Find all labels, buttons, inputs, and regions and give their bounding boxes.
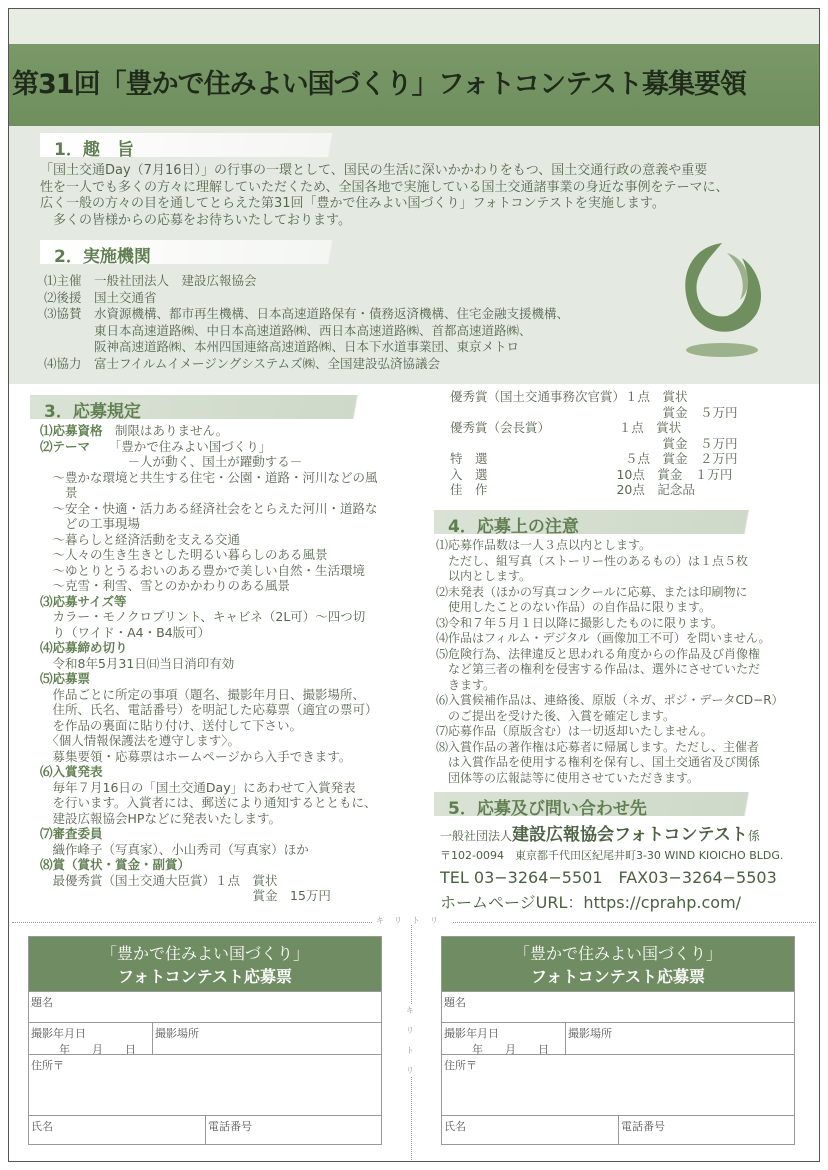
label-prizes: ⑻賞（賞状・賞金・副賞） (40, 857, 191, 872)
text-grand-prize: 最優秀賞（国土交通大臣賞）１点 賞状 賞金 15万円 (52, 872, 331, 903)
text-judges: 織作峰子（写真家）、小山秀司（写真家）ほか (40, 841, 309, 857)
field-phone[interactable] (619, 1116, 667, 1145)
field-label: 題名 (444, 996, 466, 1009)
field-place[interactable] (153, 1023, 201, 1054)
field-label: 撮影場所 (155, 1027, 199, 1040)
cut-label: キリトリ (372, 915, 452, 926)
field-title[interactable] (29, 991, 381, 1022)
field-phone[interactable] (206, 1116, 254, 1145)
field-name[interactable] (29, 1116, 206, 1145)
section-2-heading: 2．実施機関 (40, 240, 400, 264)
form-title-2: フォトコンテスト応募票 (118, 967, 292, 986)
section-3-heading: 3．応募規定 (30, 395, 410, 419)
vertical-cut-label: キ リ ト リ (406, 1006, 414, 1075)
organization-logo (672, 238, 772, 358)
field-label: 電話番号 (208, 1120, 252, 1133)
form-header (442, 937, 794, 991)
org-name: 建設広報協会フォトコンテスト (512, 825, 748, 845)
label-announcement: ⑹入賞発表 (40, 764, 103, 779)
section-5-heading: 5．応募及び問い合わせ先 (434, 792, 799, 816)
date-units: 年 月 日 (59, 1043, 136, 1056)
field-address[interactable] (442, 1054, 794, 1115)
homepage-url[interactable]: ホームページURL：https://cprahp.com/ (440, 893, 742, 912)
entry-form-left (28, 936, 382, 1145)
contact-info (440, 820, 783, 913)
field-date[interactable] (442, 1023, 566, 1054)
label-entry-form: ⑸応募票 (40, 671, 91, 686)
label-theme: ⑵テーマ (40, 438, 91, 454)
field-title[interactable] (442, 991, 794, 1022)
field-label: 撮影年月日 (444, 1027, 499, 1040)
field-place[interactable] (566, 1023, 614, 1054)
field-label: 撮影年月日 (31, 1027, 86, 1040)
text-eligibility: 制限はありません。 (102, 423, 229, 438)
text-entry-form: 作品ごとに所定の事項（題名、撮影年月日、撮影場所、 住所、氏名、電話番号）を明記した応募票（適宜の票可） を作品の裏面に貼り付け、送付して下さい。 〈個人情報保護法を遵守します〉。 募集要領・応募票はホームページから入手できます。 (52, 686, 378, 764)
label-eligibility: ⑴応募資格 (40, 423, 103, 438)
label-judges: ⑺審査委員 (40, 826, 103, 841)
prize-list: 優秀賞（国土交通事務次官賞）１点 賞状 賞金 ５万円 優秀賞（会長賞） １点 賞状 賞金 ５万円 特 選 ５点 賞金 ２万円 入 選 10点 賞金 １万円 佳 作 20点 記念品 (450, 389, 738, 497)
field-label: 住所〒 (444, 1059, 477, 1072)
field-address[interactable] (29, 1054, 381, 1115)
text-announcement: 毎年７月16日の「国土交通Day」にあわせて入賞発表 を行います。入賞者には、郵送により通知するとともに、 建設広報協会HPなどに発表いたします。 (52, 779, 377, 826)
text-size: カラー・モノクロプリント、キャビネ（2L可）～四つ切 り（ワイド・A4・B4版可） (52, 609, 366, 640)
label-deadline: ⑷応募締め切り (40, 640, 128, 655)
text-deadline: 令和8年5月31日㈰当日消印有効 (40, 655, 235, 671)
form-title-1: 「豊かで住みよい国づくり」 (513, 944, 722, 963)
form-header (29, 937, 381, 991)
form-title-2: フォトコンテスト応募票 (531, 967, 705, 986)
field-label: 電話番号 (621, 1120, 665, 1133)
form-title-1: 「豊かで住みよい国づくり」 (100, 944, 309, 963)
field-label: 住所〒 (31, 1059, 64, 1072)
text-theme: 「豊かで住みよい国づくり」 －人が動く、国土が躍動する－ ～豊かな環境と共生する住宅・公園・道路・河川などの風 景 ～安全・快適・活力ある経済社会をとらえた河川・道路な どの工事現場 ～暮らしと経済活動を支える交通 ～人々の生き生きとした明るい暮らしのある風景 ～ゆとりとうるおいのある豊かで美しい自然・生活環境 ～克雪・利雪、雪とのかかわりのある風景 (52, 438, 378, 593)
field-date[interactable] (29, 1023, 153, 1054)
org-suffix: 係 (747, 829, 760, 843)
phone-fax: TEL 03−3264−5501 FAX03−3264−5503 (440, 868, 777, 887)
page-title: 第31回「豊かで住みよい国づくり」フォトコンテスト募集要領 (12, 69, 747, 100)
section-4-heading: 4．応募上の注意 (434, 510, 799, 534)
field-name[interactable] (442, 1116, 619, 1145)
section-1-heading: 1．趣 旨 (40, 133, 400, 157)
field-label: 撮影場所 (568, 1027, 612, 1040)
section-3-body (40, 423, 378, 904)
label-size: ⑶応募サイズ等 (40, 593, 127, 609)
address: 〒102-0094 東京都千代田区紀尾井町3-30 WIND KIOICHO BLDG. (440, 849, 784, 862)
date-units: 年 月 日 (472, 1043, 549, 1056)
section-4-body: ⑴応募作品数は一人３点以内とします。 ただし、組写真（ストーリー性のあるもの）は１点５枚 以内とします。 ⑵未発表（ほかの写真コンクールに応募、または印刷物に 使用したことのない作品）の自作品に限ります。 ⑶令和７年５月１日以降に撮影したものに限ります。 ⑷作品はフィルム・デジタル（画像加工不可）を問いません。 ⑸危険行為、法律違反と思われる角度からの作品及び肖像権 など第三者の権利を侵害する作品は、選外にさせていただ きます。 ⑹入賞候補作品は、連絡後、原版（ネガ、ポジ・データCD−R） のご提出を受けた後、入賞を確定します。 ⑺応募作品（原版含む）は一切返却いたしません。 ⑻入賞作品の著作権は応募者に帰属します。ただし、主催者 は入賞作品を使用する権利を保有し、国土交通省及び関係 団体等の広報誌等に使用させていただきます。 (436, 538, 784, 785)
section-1-body: 「国土交通Day（7月16日）」の行事の一環として、国民の生活に深いかかわりをもつ、国土交通行政の意義や重要 性を一人でも多くの方々に理解していただくため、全国各地で実施している国土交通諸事業の身近な事例をテーマに、 広く一般の方々の目を通してとらえた第31回「豊かで住みよい国づくり」フォトコンテストを実施します。 多くの皆様からの応募をお待ちいたしております。 (40, 163, 729, 228)
field-label: 氏名 (31, 1120, 53, 1133)
entry-form-right (441, 936, 795, 1145)
field-label: 題名 (31, 996, 53, 1009)
org-prefix: 一般社団法人 (440, 829, 513, 843)
section-2-body: ⑴主催 一般社団法人 建設広報協会 ⑵後援 国土交通省 ⑶協賛 水資源機構、都市再生機構、日本高速道路保有・債務返済機構、住宅金融支援機構、 東日本高速道路㈱、中日本高速道路㈱、西日本高速道路㈱、首都高速道路㈱、 阪神高速道路㈱、本州四国連絡高速道路㈱、日本下水道事業団、東京メトロ ⑷協力 富士フイルムイメージングシステムズ㈱、全国建設弘済協議会 (44, 273, 570, 371)
field-label: 氏名 (444, 1120, 466, 1133)
